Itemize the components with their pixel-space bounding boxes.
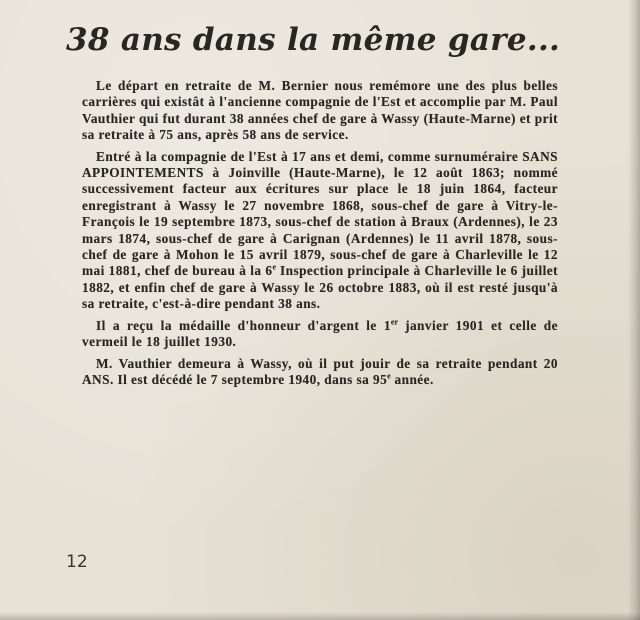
paragraph-text: M. Vauthier demeura à Wassy, où il put jouir de sa retraite pendant 20 ANS. Il est décédé le 7 septembre 1940, dans sa 95: [82, 355, 558, 387]
ordinal-suffix: e: [387, 371, 391, 381]
paragraph-text-continued: année.: [390, 371, 434, 387]
paragraph-text-continued: Inspection principale à Charleville le 6 juillet 1882, et enfin chef de gare à Wassy le 26 octobre 1883, où il est resté jusqu'à sa retraite, c'est-à-dire pendant 38 ans.: [82, 263, 558, 312]
paragraph-death: [82, 356, 558, 389]
page-bottom-shadow: [0, 612, 640, 620]
article-title: 38 ans dans la même gare...: [66, 22, 561, 58]
ordinal-number: 6: [265, 263, 273, 279]
paragraph-text: Le départ en retraite de M. Bernier nous remémore une des plus belles carrières qui existât à l'ancienne compagnie de l'Est et accomplie par M. Paul Vauthier qui fut durant 38 années chef de gare à Wassy (Haute-Marne) et prit sa retraite à 75 ans, après 58 ans de service.: [82, 78, 558, 143]
paragraph-text: Entré à la compagnie de l'Est à 17 ans et demi, comme surnuméraire SANS APPOINTEMENTS à Joinville (Haute-Marne), le 12 août 1863; nommé successivement facteur aux écritures sur place le 18 juin 1864, facteur enregistrant à Wassy le 27 novembre 1868, sous-chef de gare à Vitry-le-François le 19 septembre 1873, sous-chef de station à Braux (Ardennes), le 23 mars 1874, sous-chef de gare à Carignan (Ardennes) le 11 avril 1878, sous-chef de gare à Mohon le 15 avril 1879, sous-chef de gare à Charleville le 12 mai 1881, chef de bureau à la: [82, 148, 558, 279]
ordinal-suffix: er: [390, 317, 399, 327]
article-body: [82, 78, 558, 393]
paragraph-text-continued: janvier 1901 et celle de vermeil le 18 juillet 1930.: [82, 317, 558, 350]
paragraph-text: Il a reçu la médaille d'honneur d'argent le 1: [96, 317, 391, 333]
paragraph-career: [82, 149, 558, 313]
paragraph-retirement-intro: [82, 78, 558, 144]
ordinal-suffix: e: [272, 263, 277, 273]
page-number: 12: [66, 552, 88, 572]
paragraph-medals: [82, 318, 558, 351]
page-edge-shadow: [628, 0, 640, 620]
